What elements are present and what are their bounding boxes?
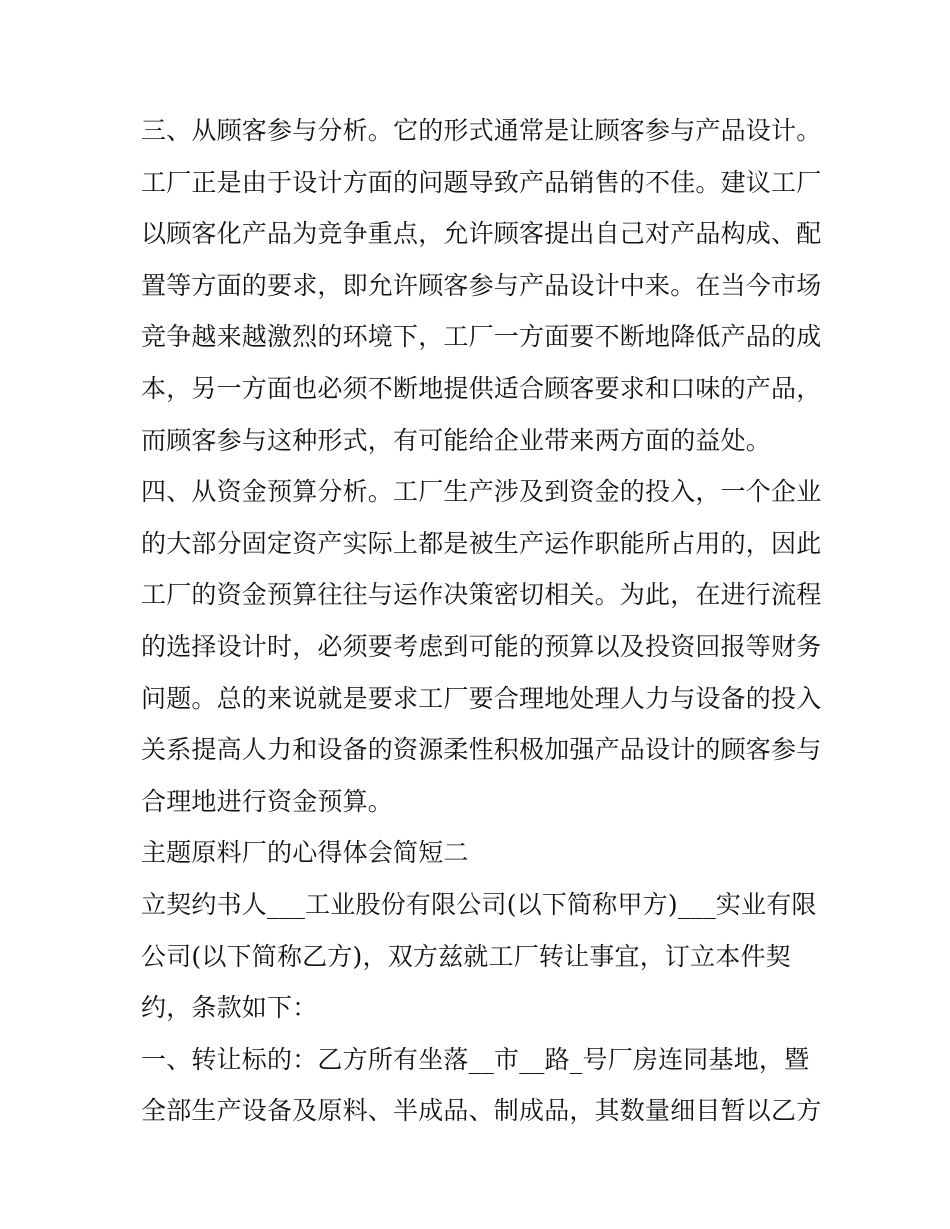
text-line: 四、从资金预算分析。工厂生产涉及到资金的投入，一个企业 bbox=[141, 477, 822, 507]
text-line: 以顾客化产品为竞争重点，允许顾客提出自己对产品构成、配 bbox=[141, 219, 822, 249]
section-heading: 主题原料厂的心得体会简短二 bbox=[141, 838, 469, 868]
text-line: 公司(以下简称乙方)，双方兹就工厂转让事宜，订立本件契 bbox=[141, 941, 791, 971]
text-line: 全部生产设备及原料、半成品、制成品，其数量细目暂以乙方 bbox=[141, 1096, 822, 1126]
text-line: 三、从顾客参与分析。它的形式通常是让顾客参与产品设计。 bbox=[141, 116, 822, 145]
text-line: 合理地进行资金预算。 bbox=[141, 786, 394, 816]
text-line: 一、转让标的：乙方所有坐落__市__路_号厂房连同基地，暨 bbox=[141, 1044, 810, 1074]
text-line: 置等方面的要求，即允许顾客参与产品设计中来。在当今市场 bbox=[141, 270, 822, 300]
text-line: 竞争越来越激烈的环境下，工厂一方面要不断地降低产品的成 bbox=[141, 322, 822, 352]
text-line: 工厂正是由于设计方面的问题导致产品销售的不佳。建议工厂 bbox=[141, 167, 822, 197]
text-line: 本，另一方面也必须不断地提供适合顾客要求和口味的产品， bbox=[141, 373, 822, 403]
text-line: 的大部分固定资产实际上都是被生产运作职能所占用的，因此 bbox=[141, 528, 822, 558]
text-line: 工厂的资金预算往往与运作决策密切相关。为此，在进行流程 bbox=[141, 580, 822, 610]
document-body bbox=[141, 105, 821, 1137]
text-line: 而顾客参与这种形式，有可能给企业带来两方面的益处。 bbox=[141, 425, 772, 455]
text-line: 立契约书人___工业股份有限公司(以下简称甲方)___实业有限 bbox=[141, 889, 817, 919]
text-line: 约，条款如下： bbox=[141, 993, 318, 1023]
text-line: 问题。总的来说就是要求工厂要合理地处理人力与设备的投入 bbox=[141, 683, 822, 713]
text-line: 关系提高人力和设备的资源柔性积极加强产品设计的顾客参与 bbox=[141, 735, 822, 765]
text-line: 的选择设计时，必须要考虑到可能的预算以及投资回报等财务 bbox=[141, 631, 822, 661]
